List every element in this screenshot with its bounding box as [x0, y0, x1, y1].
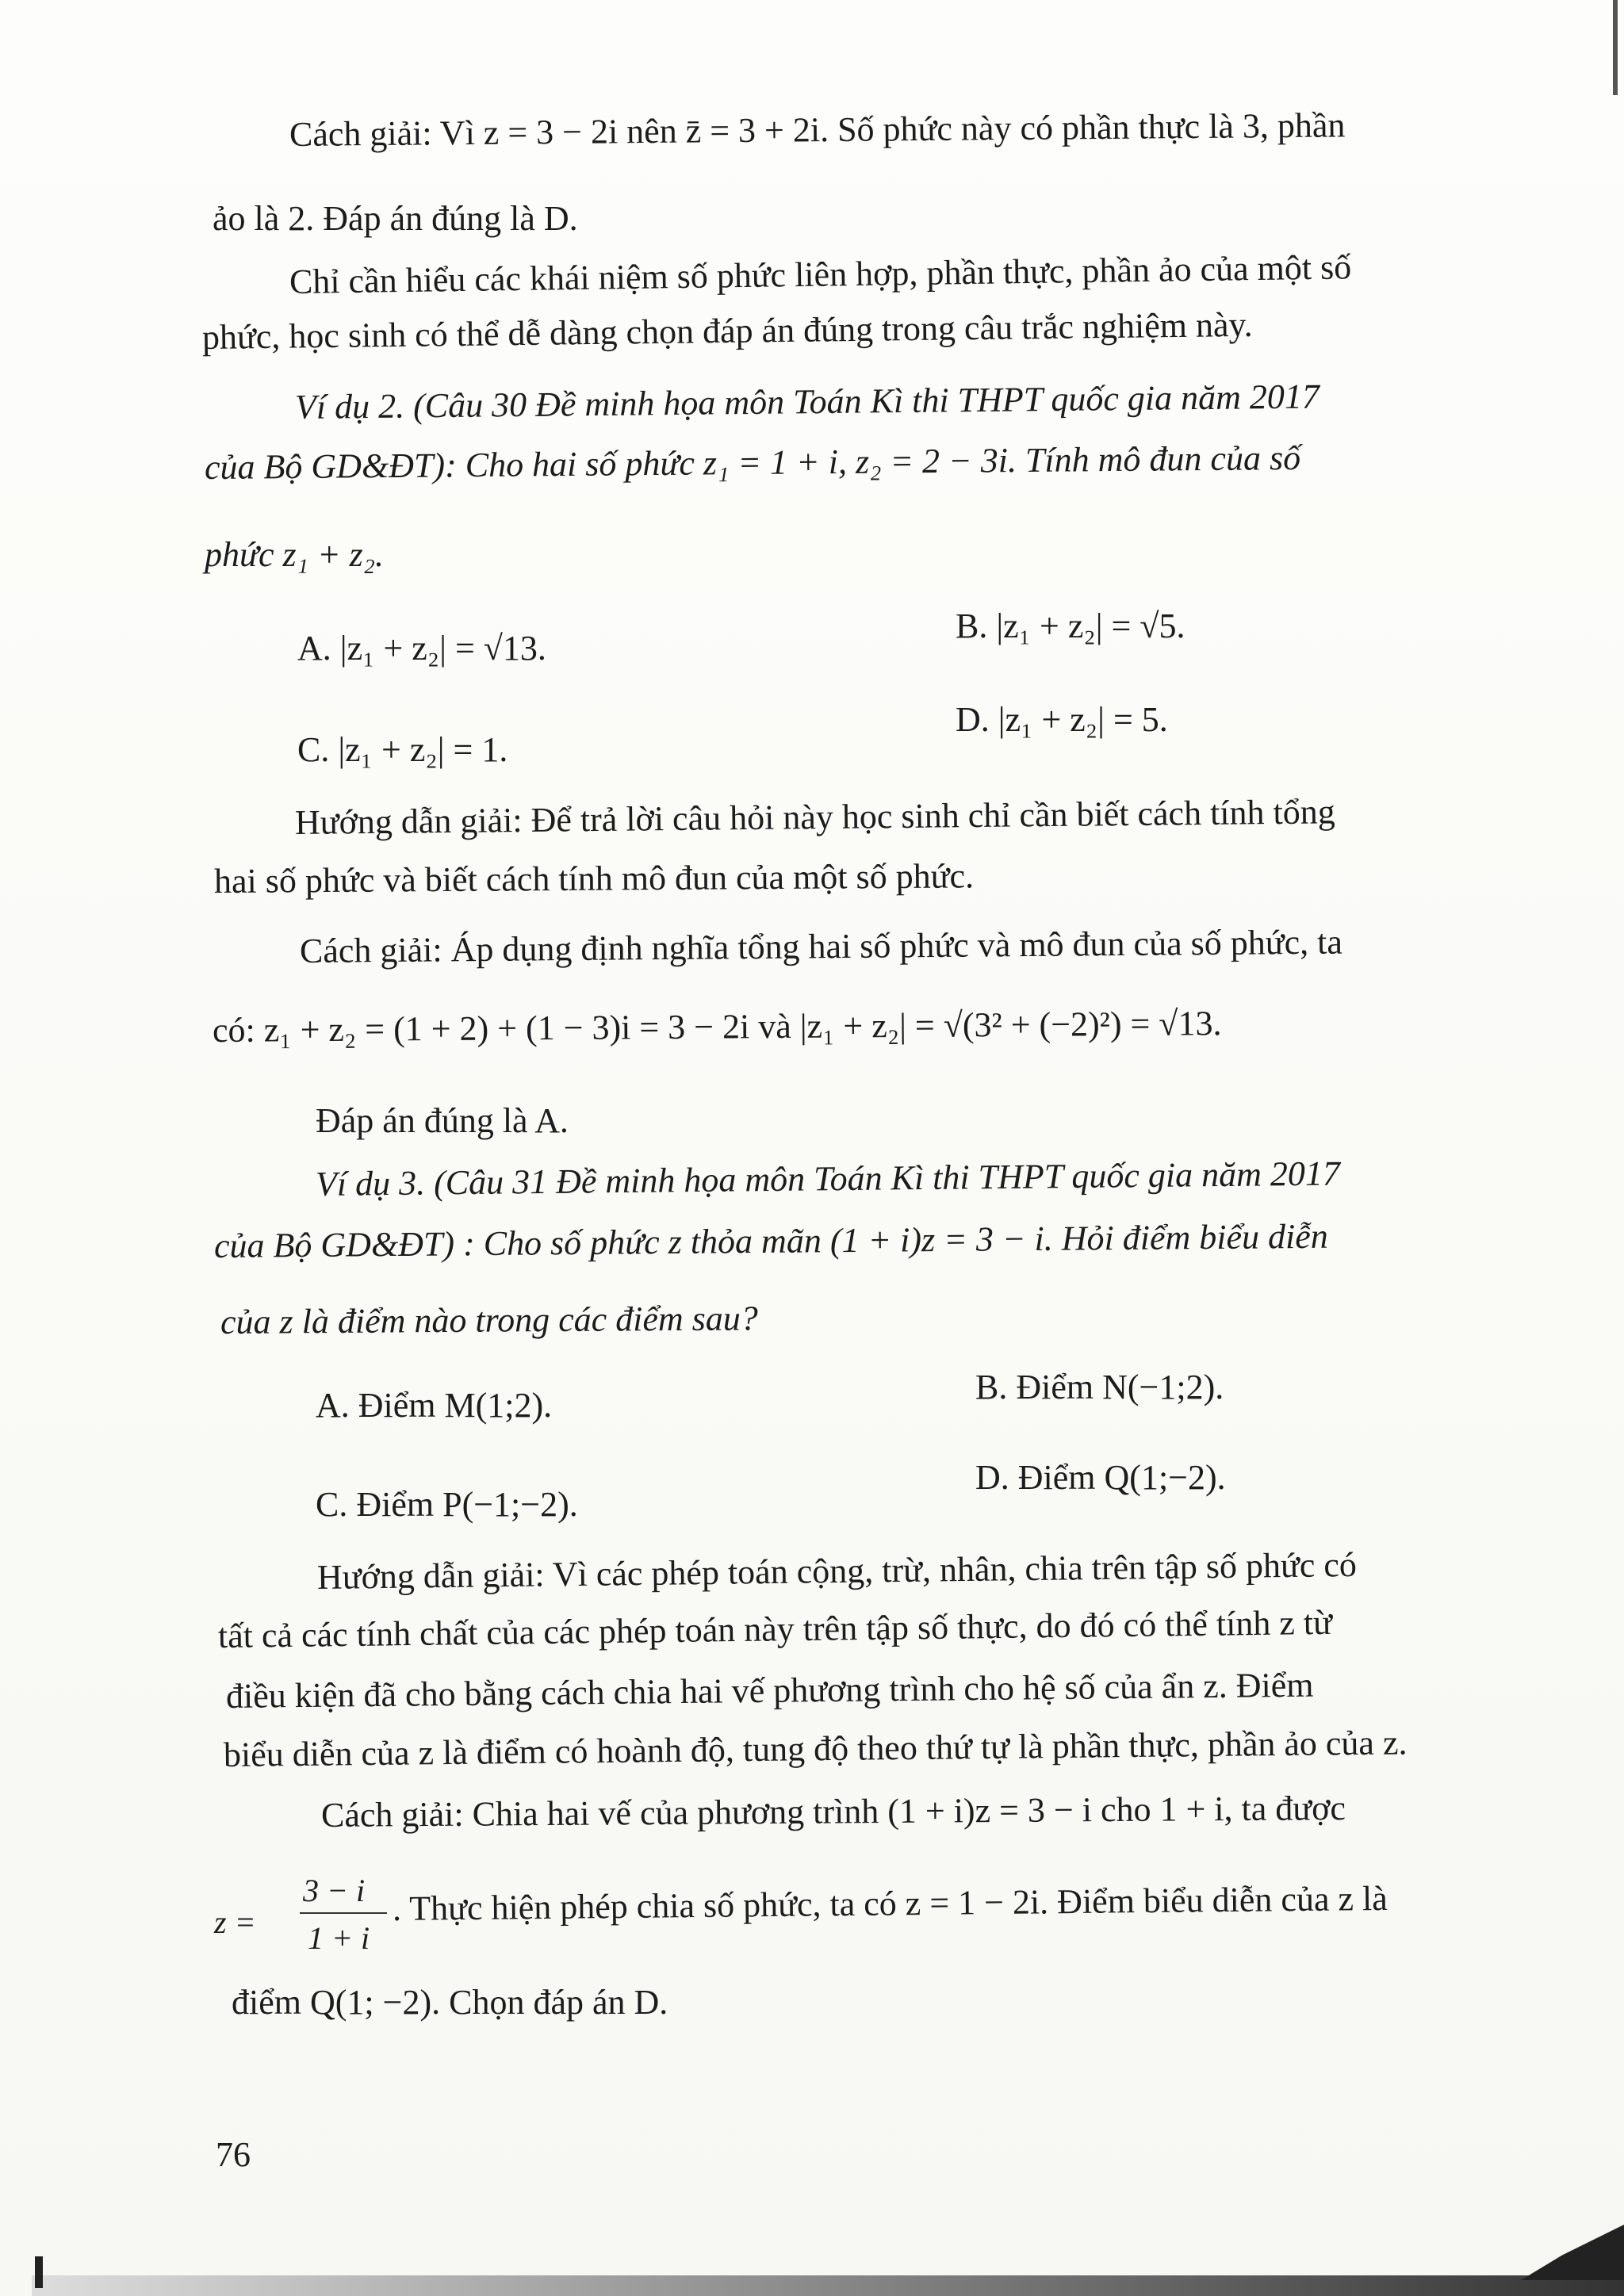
- text-line: Cách giải: Áp dụng định nghĩa tổng hai số phức và mô đun của số phức, ta: [299, 922, 1343, 970]
- text-line: Chỉ cần hiểu các khái niệm số phức liên hợp, phần thực, phần ảo của một số: [289, 247, 1352, 301]
- fraction-numerator: 3 − i: [303, 1873, 366, 1908]
- option-a: A. |z₁ + z₂| = √13.: [297, 629, 546, 668]
- text-line: điểm Q(1; −2). Chọn đáp án D.: [232, 1983, 668, 2022]
- text-line: Cách giải: Chia hai vế của phương trình (1 + i)z = 3 − i cho 1 + i, ta được: [320, 1788, 1346, 1835]
- text-line: của Bộ GD&ĐT) : Cho số phức z thỏa mãn (1 + i)z = 3 − i. Hỏi điểm biểu diễn: [213, 1216, 1328, 1265]
- example-2-heading: Ví dụ 2. (Câu 30 Đề minh họa môn Toán Kì thi THPT quốc gia năm 2017: [294, 377, 1320, 427]
- page-number: 76: [216, 2135, 251, 2174]
- option-b: B. |z₁ + z₂| = √5.: [956, 607, 1185, 645]
- text-line: có: z₁ + z₂ = (1 + 2) + (1 − 3)i = 3 − 2i và |z₁ + z₂| = √(3² + (−2)²) = √13.: [212, 1004, 1222, 1050]
- text-line: phức z₁ + z₂.: [205, 535, 385, 574]
- option-d: D. |z₁ + z₂| = 5.: [956, 700, 1168, 739]
- fraction-lhs: z =: [214, 1904, 256, 1940]
- option-c: C. |z₁ + z₂| = 1.: [297, 730, 508, 769]
- page-edge-shadow: [1613, 0, 1618, 95]
- option-a: A. Điểm M(1;2).: [316, 1386, 553, 1425]
- scan-artifact: [35, 2256, 43, 2288]
- text-line: Hướng dẫn giải: Vì các phép toán cộng, trừ, nhân, chia trên tập số phức có: [316, 1544, 1358, 1597]
- option-c: C. Điểm P(−1;−2).: [316, 1485, 578, 1524]
- text-line: tất cả các tính chất của các phép toán này trên tập số thực, do đó có thể tính z từ: [217, 1602, 1333, 1655]
- text-line: ảo là 2. Đáp án đúng là D.: [213, 199, 578, 238]
- fraction-bar: [300, 1912, 387, 1914]
- text-line: của z là điểm nào trong các điểm sau?: [220, 1299, 758, 1341]
- text-line: phức, học sinh có thể dễ dàng chọn đáp án đúng trong câu trắc nghiệm này.: [201, 304, 1253, 357]
- option-d: D. Điểm Q(1;−2).: [975, 1458, 1226, 1497]
- text-line: Cách giải: Vì z = 3 − 2i nên z̄ = 3 + 2i. Số phức này có phần thực là 3, phần: [289, 105, 1346, 154]
- text-line: của Bộ GD&ĐT): Cho hai số phức z₁ = 1 + i, z₂ = 2 − 3i. Tính mô đun của số: [204, 438, 1301, 487]
- text-line: điều kiện đã cho bằng cách chia hai vế phương trình cho hệ số của ẩn z. Điểm: [225, 1665, 1314, 1716]
- fraction-denominator: 1 + i: [308, 1920, 370, 1956]
- page-corner-shadow: [1521, 2225, 1624, 2280]
- text-line: hai số phức và biết cách tính mô đun của một số phức.: [213, 856, 975, 901]
- text-line: Đáp án đúng là A.: [316, 1101, 569, 1140]
- option-b: B. Điểm N(−1;2).: [975, 1368, 1224, 1406]
- text-line: biểu diễn của z là điểm có hoành độ, tung độ theo thứ tự là phần thực, phần ảo của z.: [223, 1723, 1408, 1774]
- text-line: Hướng dẫn giải: Để trả lời câu hỏi này học sinh chỉ cần biết cách tính tổng: [294, 792, 1335, 842]
- text-line: . Thực hiện phép chia số phức, ta có z = 1 − 2i. Điểm biểu diễn của z là: [392, 1878, 1388, 1928]
- page-bottom-edge: [32, 2275, 1624, 2296]
- example-3-heading: Ví dụ 3. (Câu 31 Đề minh họa môn Toán Kì thi THPT quốc gia năm 2017: [315, 1154, 1341, 1203]
